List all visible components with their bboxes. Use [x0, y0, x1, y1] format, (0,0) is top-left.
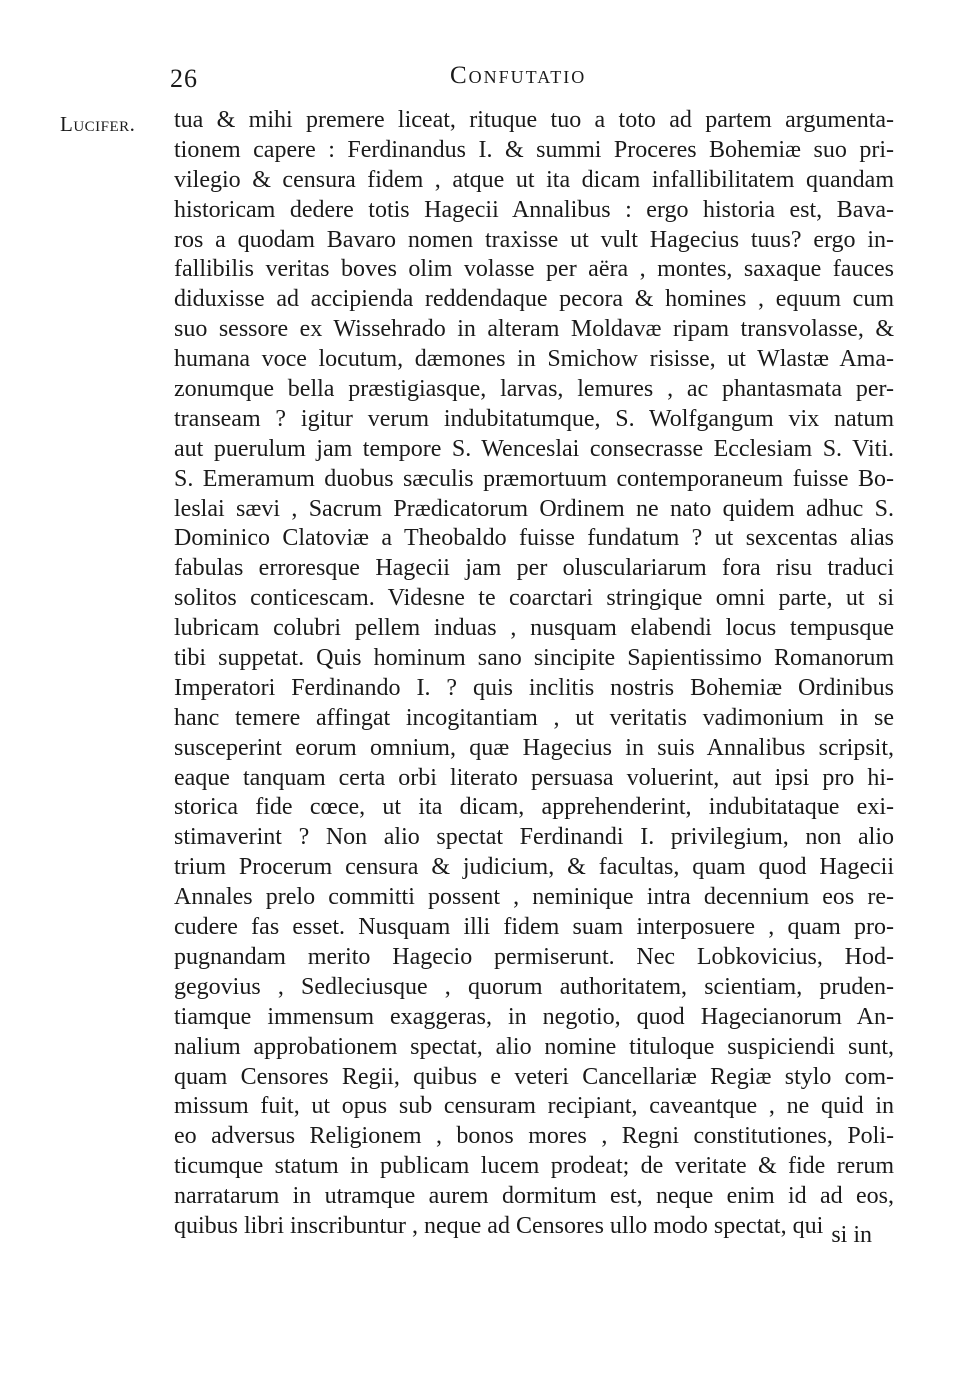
text-line: zonumque bella præstigiasque, larvas, lemures , ac phantasmata per-: [174, 376, 894, 403]
text-line: storica fide cœce, ut ita dicam, apprehenderint, indubitataque exi-: [174, 794, 894, 821]
text-line: ros a quodam Bavaro nomen traxisse ut vult Hagecius tuus? ergo in-: [174, 226, 894, 253]
text-line: eo adversus Religionem , bonos mores , Regni constitutiones, Poli-: [174, 1123, 894, 1150]
text-line: lubricam colubri pellem induas , nusquam elabendi locus tempusque: [174, 615, 894, 642]
text-line: Annales prelo committi possent , neminique intra decennium eos re-: [174, 884, 894, 911]
text-line: pugnandam merito Hagecio permiserunt. Nec Lobkovicius, Hod-: [174, 943, 894, 970]
text-line: narratarum in utramque aurem dormitum est, neque enim id ad eos,: [174, 1183, 894, 1210]
text-line: quam Censores Regii, quibus e veteri Cancellariæ Regiæ stylo com-: [174, 1063, 894, 1090]
text-line: transeam ? igitur verum indubitatumque, S. Wolfgangum vix natum: [174, 405, 894, 432]
text-line: eaque tanquam certa orbi literato persuasa voluerint, aut ipsi pro hi-: [174, 764, 894, 791]
text-line: tionem capere : Ferdinandus I. & summi Proceres Bohemiæ suo pri-: [174, 136, 894, 163]
text-line: tibi suppetat. Quis hominum sano sincipite Sapientissimo Romanorum: [174, 645, 894, 672]
text-line: gegovius , Sedleciusque , quorum authoritatem, scientiam, pruden-: [174, 973, 894, 1000]
text-line: Dominico Clatoviæ a Theobaldo fuisse fundatum ? ut sexcentas alias: [174, 525, 894, 552]
text-line: trium Procerum censura & judicium, & facultas, quam quod Hagecii: [174, 854, 894, 881]
text-line: humana voce locutum, dæmones in Smichow risisse, ut Wlastæ Ama-: [174, 346, 894, 373]
text-line: missum fuit, ut opus sub censuram recipiant, caveantque , ne quid in: [174, 1093, 894, 1120]
catchword: si in: [831, 1222, 872, 1248]
text-line: tiamque immensum exaggeras, in negotio, quod Hagecianorum An-: [174, 1003, 894, 1030]
text-line: quibus libri inscribuntur , neque ad Censores ullo modo spectat, qui: [174, 1212, 824, 1239]
text-line: stimaverint ? Non alio spectat Ferdinandi I. privilegium, non alio: [174, 824, 894, 851]
text-line: Imperatori Ferdinando I. ? quis inclitis nostris Bohemiæ Ordinibus: [174, 674, 894, 701]
body-text: [174, 106, 894, 1242]
text-line: tua & mihi premere liceat, rituque tuo a toto ad partem argumenta-: [174, 107, 894, 133]
text-line: aut puerulum jam tempore S. Wenceslai consecrasse Ecclesiam S. Viti.: [174, 435, 894, 462]
page-number: 26: [170, 64, 198, 93]
text-line: solitos conticescam. Videsne te coarctari stringique omni parte, ut si: [174, 585, 894, 612]
text-line: diduxisse ad accipienda reddendaque pecora & homines , equum cum: [174, 286, 894, 313]
text-line: vilegio & censura fidem , atque ut ita dicam infallibilitatem quandam: [174, 166, 894, 193]
text-line: fabulas erroresque Hagecii jam per olusculariarum fora risu traduci: [174, 555, 894, 582]
text-line: suo sessore ex Wissehrado in alteram Moldavæ ripam transvolasse, &: [174, 316, 894, 343]
running-head: Confutatio: [450, 62, 587, 89]
text-line: hanc temere affingat incogitantiam , ut veritatis vadimonium in se: [174, 704, 894, 731]
margin-note: Lucifer.: [60, 112, 136, 136]
text-line: S. Emeramum duobus sæculis præmortuum contemporaneum fuisse Bo-: [174, 465, 894, 492]
text-line: historicam dedere totis Hagecii Annalibus : ergo historia est, Bava-: [174, 196, 894, 223]
text-line: nalium approbationem spectat, alio nomine tituloque suspiciendi sunt,: [174, 1033, 894, 1060]
text-line: susceperint eorum omnium, quæ Hagecius in suis Annalibus scripsit,: [174, 734, 894, 761]
text-line: fallibilis veritas boves olim volasse per aëra , montes, saxaque fauces: [174, 256, 894, 283]
text-line: cudere fas esset. Nusquam illi fidem suam interposuere , quam pro-: [174, 914, 894, 941]
text-line: leslai sævi , Sacrum Prædicatorum Ordinem ne nato quidem adhuc S.: [174, 495, 894, 522]
text-line: ticumque statum in publicam lucem prodeat; de veritate & fide rerum: [174, 1153, 894, 1180]
